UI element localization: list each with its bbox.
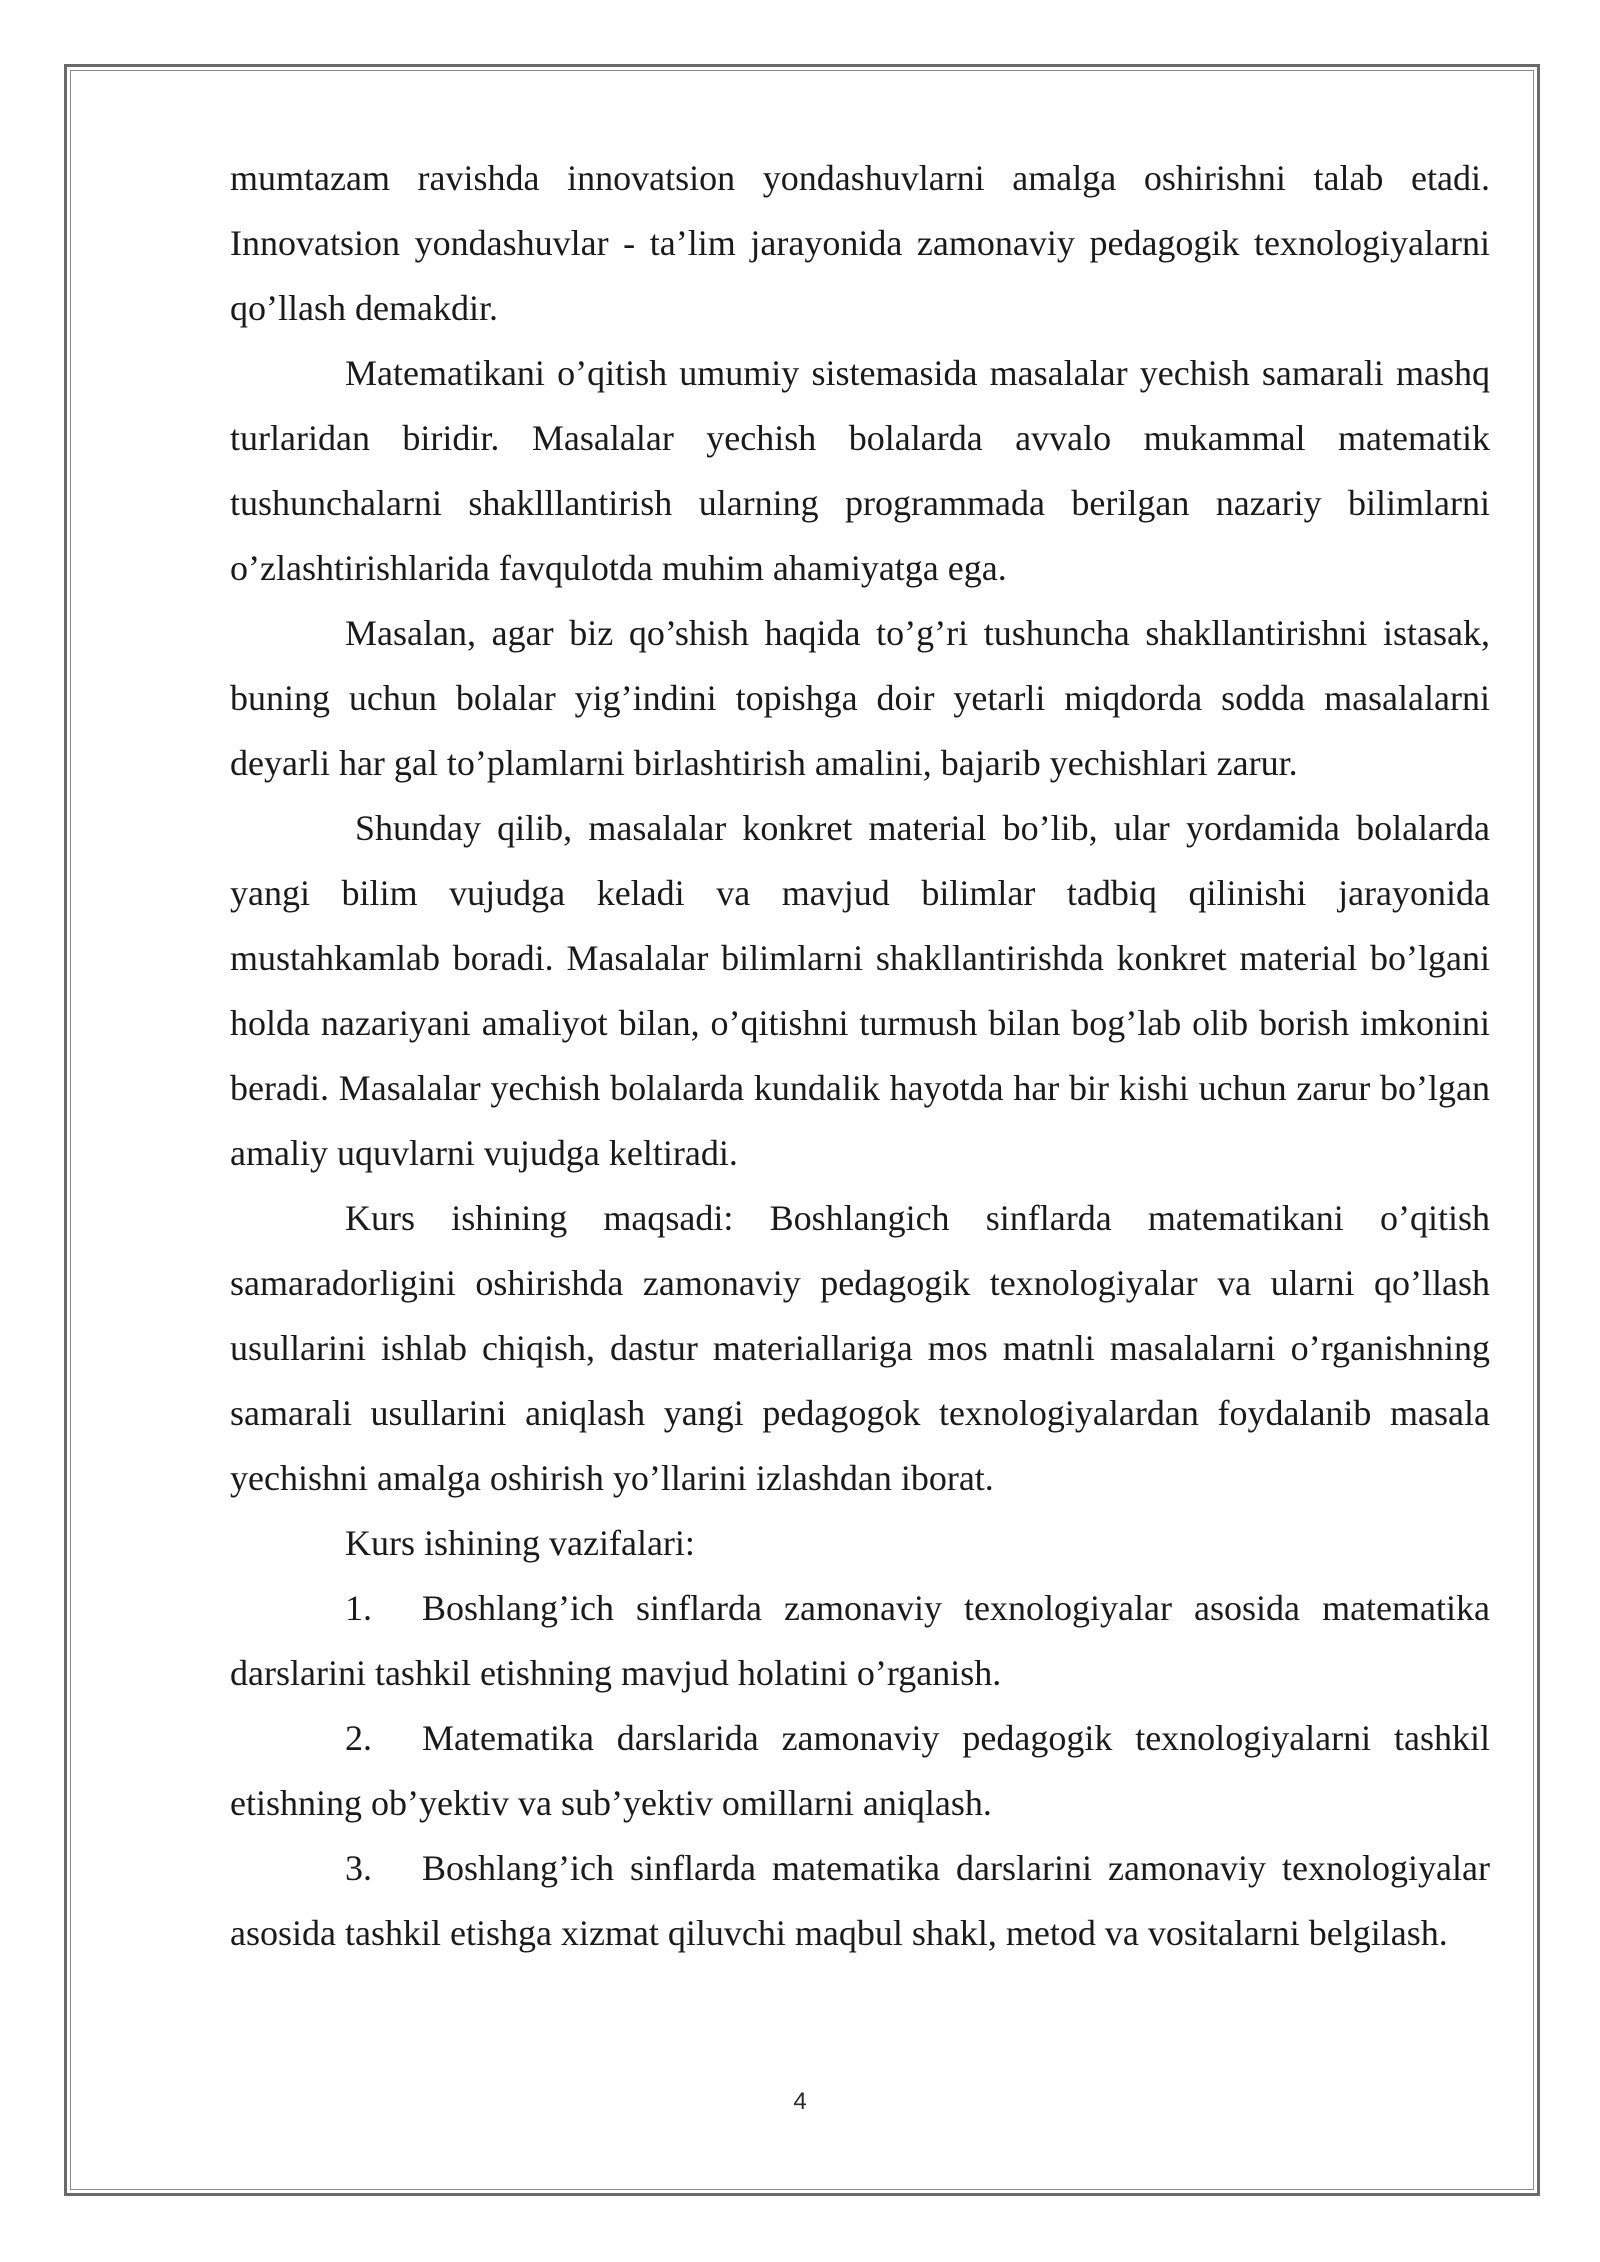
document-body [230, 146, 1490, 1966]
list-item-text: Matematika darslarida zamonaviy pedagogik texnologiyalarni tashkil etishning ob’yektiv va sub’yektiv omillarni aniqlash. [230, 1718, 1490, 1823]
list-item-text: Boshlang’ich sinflarda zamonaviy texnologiyalar asosida matematika darslarini tashkil etishning mavjud holatini o’rganish. [230, 1588, 1490, 1693]
list-item-2 [230, 1706, 1490, 1836]
paragraph-2: Matematikani o’qitish umumiy sistemasida masalalar yechish samarali mashq turlaridan biridir. Masalalar yechish bolalarda avvalo mukammal matematik tushunchalarni shaklllantirish ularning programmada berilgan nazariy bilimlarni o’zlashtirishlarida favqulotda muhim ahamiyatga ega. [230, 353, 1490, 588]
paragraph-4: Shunday qilib, masalalar konkret material bo’lib, ular yordamida bolalarda yangi bilim vujudga keladi va mavjud bilimlar tadbiq qilinishi jarayonida mustahkamlab boradi. Masalalar bilimlarni shakllantirishda konkret material bo’lgani holda nazariyani amaliyot bilan, o’qitishni turmush bilan bog’lab olib borish imkonini beradi. Masalalar yechish bolalarda kundalik hayotda har bir kishi uchun zarur bo’lgan amaliy uquvlarni vujudga keltiradi. [230, 808, 1490, 1173]
list-number: 1. [345, 1588, 372, 1628]
list-number: 3. [345, 1848, 372, 1888]
paragraph-3: Masalan, agar biz qo’shish haqida to’g’ri tushuncha shakllantirishni istasak, buning uchun bolalar yig’indini topishga doir yetarli miqdorda sodda masalalarni deyarli har gal to’plamlarni birlashtirish amalini, bajarib yechishlari zarur. [230, 613, 1490, 783]
page-number: 4 [793, 2088, 807, 2115]
paragraph-6: Kurs ishining vazifalari: [345, 1523, 695, 1563]
list-item-1 [230, 1576, 1490, 1706]
paragraph-5: Kurs ishining maqsadi: Boshlangich sinflarda matematikani o’qitish samaradorligini oshirishda zamonaviy pedagogik texnologiyalar va ularni qo’llash usullarini ishlab chiqish, dastur materiallariga mos matnli masalalarni o’rganishning samarali usullarini aniqlash yangi pedagogok texnologiyalardan foydalanib masala yechishni amalga oshirish yo’llarini izlashdan iborat. [230, 1198, 1490, 1498]
paragraph-1: mumtazam ravishda innovatsion yondashuvlarni amalga oshirishni talab etadi. Innovatsion yondashuvlar - ta’lim jarayonida zamonaviy pedagogik texnologiyalarni qo’llash demakdir. [230, 158, 1490, 328]
list-item-text: Boshlang’ich sinflarda matematika darslarini zamonaviy texnologiyalar asosida tashkil etishga xizmat qiluvchi maqbul shakl, metod va vositalarni belgilash. [230, 1848, 1490, 1953]
list-item-3 [230, 1836, 1490, 1966]
list-number: 2. [345, 1718, 372, 1758]
